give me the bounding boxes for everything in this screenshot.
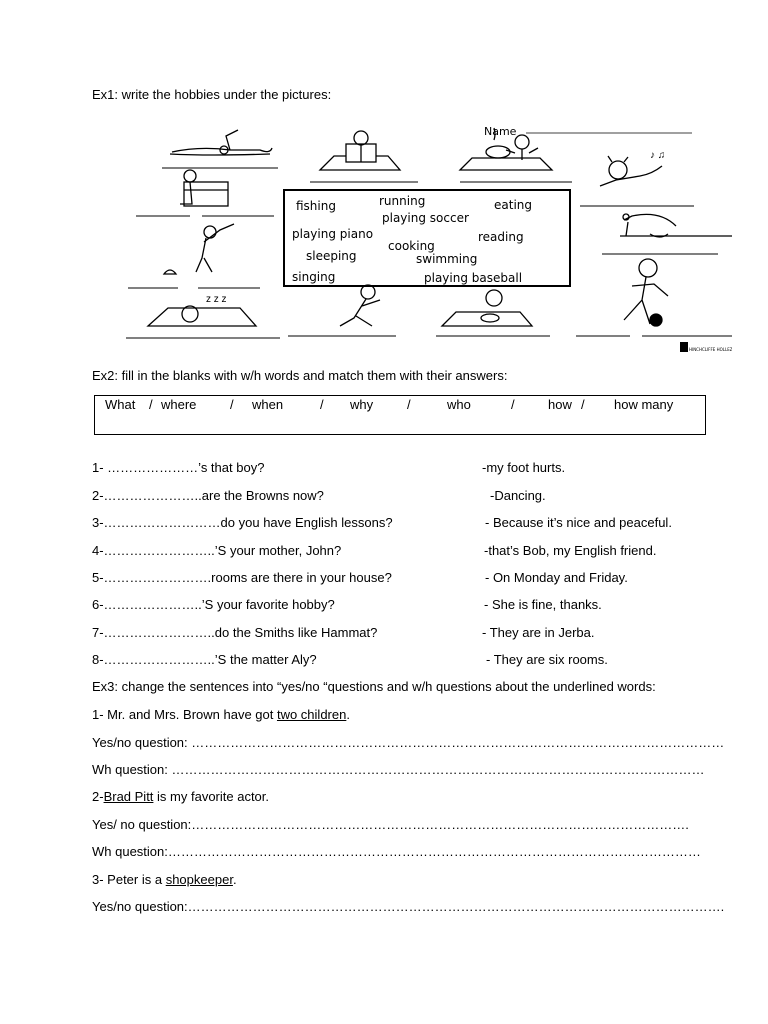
- running-picture: [340, 285, 380, 326]
- wh-word-where: where: [161, 397, 197, 412]
- hobbies-picture-sheet: [120, 120, 732, 358]
- swimming-picture: [170, 130, 272, 155]
- sentence-1-start: 1- Mr. and Mrs. Brown have got: [92, 707, 277, 722]
- fishing-picture: [620, 214, 732, 237]
- yes-no-question-3: Yes/no question:…………………………………………………………………………………………………………….: [92, 899, 725, 914]
- wh-question-2: Wh question:……………………………………………………………………………………………………………: [92, 844, 701, 859]
- piano-picture: [180, 170, 228, 206]
- word-playing-soccer: playing soccer: [382, 211, 469, 225]
- name-label: Name: [484, 125, 517, 138]
- soccer-picture: [624, 259, 668, 326]
- wh-separator: /: [149, 397, 153, 412]
- wh-separator: /: [230, 397, 234, 412]
- answer-5: - On Monday and Friday.: [485, 570, 628, 585]
- wh-separator: /: [320, 397, 324, 412]
- ex3-instruction: Ex3: change the sentences into “yes/no “questions and w/h questions about the underlined words:: [92, 679, 656, 694]
- wh-separator: /: [511, 397, 515, 412]
- question-5: 5-…………………….rooms are there in your house?: [92, 570, 392, 585]
- wh-separator: /: [581, 397, 585, 412]
- wh-question-1: Wh question: ……………………………………………………………………………………………………………: [92, 762, 705, 777]
- word-running: running: [379, 194, 426, 208]
- sentence-3: [92, 872, 237, 888]
- sentence-1-underlined: two children: [276, 707, 347, 722]
- singing-picture: [600, 150, 665, 186]
- sentence-3-start: 3- Peter is a: [92, 872, 166, 887]
- sentence-3-underlined: shopkeeper: [165, 872, 233, 887]
- question-6: 6-…………………..’S your favorite hobby?: [92, 597, 335, 612]
- svg-text:z z z: z z z: [206, 294, 227, 305]
- sentence-3-end: .: [232, 872, 237, 887]
- answer-4: -that’s Bob, my English friend.: [484, 543, 657, 558]
- wh-word-when: when: [252, 397, 284, 412]
- yes-no-question-1: Yes/no question: ……………………………………………………………………………………………………………: [92, 735, 725, 750]
- word-playing-piano: playing piano: [292, 227, 374, 241]
- wh-word-who: who: [447, 397, 471, 412]
- eating-picture: [442, 290, 532, 326]
- word-fishing: fishing: [296, 199, 336, 213]
- sleeping-picture: [148, 294, 256, 326]
- word-sleeping: sleeping: [306, 249, 357, 263]
- yes-no-question-2: Yes/ no question:…………………………………………………………………………………………………….: [92, 817, 689, 832]
- answer-7: - They are in Jerba.: [482, 625, 595, 640]
- word-singing: singing: [292, 270, 336, 284]
- sentence-2-start: 2-: [92, 789, 104, 804]
- wh-separator: /: [407, 397, 411, 412]
- word-cooking: cooking: [388, 239, 435, 253]
- reading-picture: [320, 131, 400, 170]
- ex1-instruction: Ex1: write the hobbies under the pictures:: [92, 87, 332, 102]
- svg-text:♪ ♫: ♪ ♫: [650, 150, 666, 161]
- sentence-2: [92, 789, 269, 805]
- word-playing-baseball: playing baseball: [424, 271, 523, 285]
- question-8: 8-……………………..’S the matter Aly?: [92, 652, 317, 667]
- question-3: 3-………………………do you have English lessons?: [92, 515, 393, 530]
- answer-2: -Dancing.: [490, 488, 546, 503]
- wh-word-why: why: [350, 397, 374, 412]
- wh-word-box: [94, 395, 706, 435]
- wh-word-how-many: how many: [614, 397, 674, 412]
- word-swimming: swimming: [416, 252, 478, 266]
- wh-word-what: What: [105, 397, 136, 412]
- publisher-logo-text: HINCHCLIFFE HOLLEZ: [689, 347, 732, 352]
- sentence-1-end: .: [346, 707, 350, 722]
- baseball-picture: [164, 224, 234, 274]
- question-4: 4-……………………..’S your mother, John?: [92, 543, 342, 558]
- publisher-logo: [680, 342, 732, 352]
- ex2-instruction: Ex2: fill in the blanks with w/h words and match them with their answers:: [92, 368, 508, 383]
- wh-word-how: how: [548, 397, 572, 412]
- question-1: 1- …………………’s that boy?: [92, 460, 265, 475]
- question-2: 2-…………………..are the Browns now?: [92, 488, 324, 503]
- word-reading: reading: [478, 230, 524, 244]
- sentence-1: [92, 707, 350, 723]
- sentence-2-underlined: Brad Pitt: [103, 789, 154, 804]
- question-7: 7-……………………..do the Smiths like Hammat?: [92, 625, 378, 640]
- sentence-2-end: is my favorite actor.: [153, 789, 270, 804]
- answer-6: - She is fine, thanks.: [484, 597, 602, 612]
- word-eating: eating: [494, 198, 532, 212]
- answer-3: - Because it’s nice and peaceful.: [485, 515, 672, 530]
- answer-1: -my foot hurts.: [482, 460, 566, 475]
- answer-8: - They are six rooms.: [486, 652, 608, 667]
